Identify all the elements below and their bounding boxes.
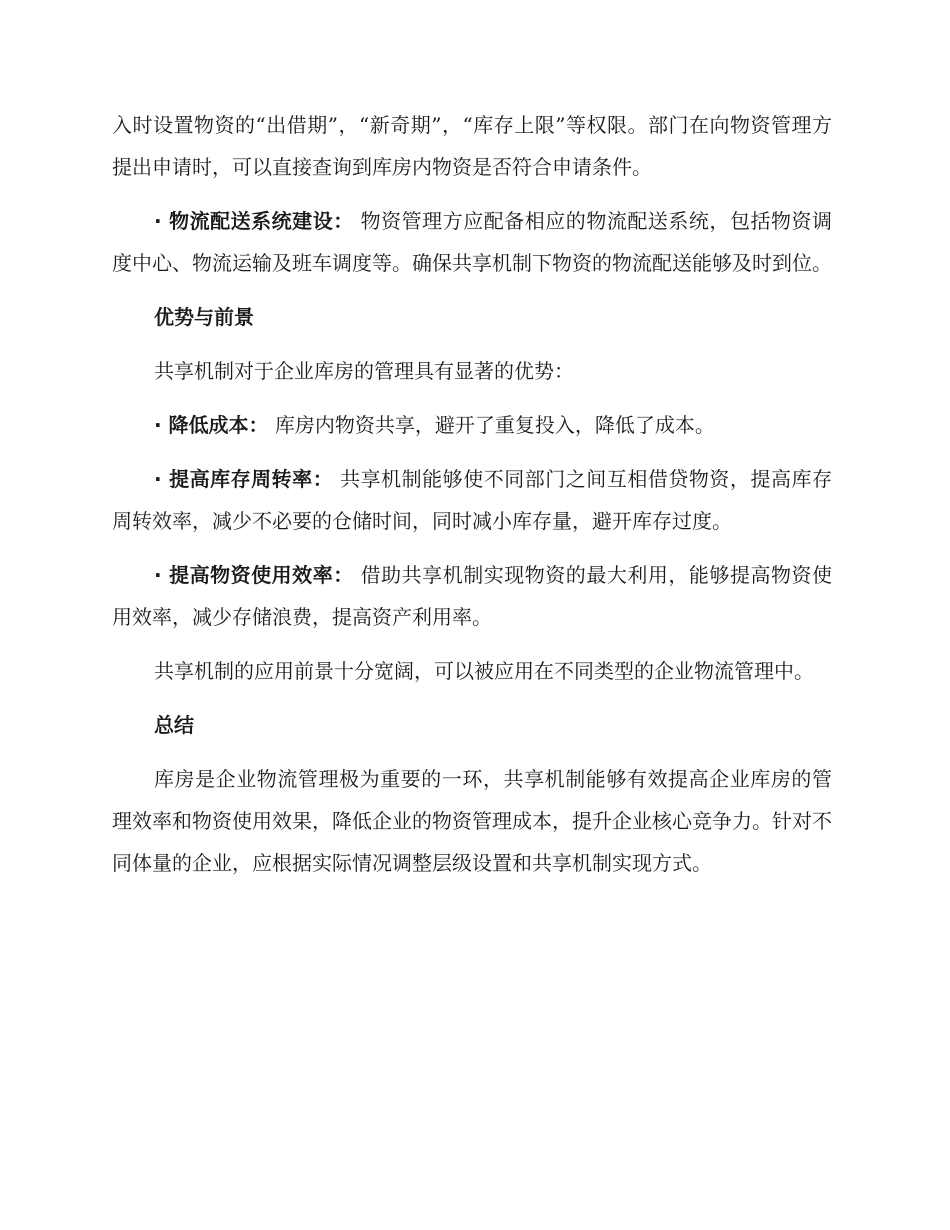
bullet-text: 借助共享机制实现物资的最大利用，能够提高物资使用效率，减少存储浪费，提高资产利用率。 [112,563,833,629]
bullet-reduce-cost [112,404,832,446]
paragraph-prospects: 共享机制的应用前景十分宽阔，可以被应用在不同类型的企业物流管理中。 [154,659,814,683]
bullet-term: · 降低成本： [154,413,269,437]
bullet-text: 物资管理方应配备相应的物流配送系统，包括物资调度中心、物流运输及班车调度等。确保共享机制下物资的物流配送能够及时到位。 [112,209,833,275]
section-heading-summary: 总结 [154,713,194,737]
bullet-term: · 提高库存周转率： [154,467,334,491]
bullet-inventory-turnover [112,458,832,542]
paragraph-continuation: 入时设置物资的“出借期”，“新奇期”，“库存上限”等权限。部门在向物资管理方提出申请时，可以直接查询到库房内物资是否符合申请条件。 [112,113,832,179]
paragraph-summary: 库房是企业物流管理极为重要的一环，共享机制能够有效提高企业库房的管理效率和物资使用效果，降低企业的物资管理成本，提升企业核心竞争力。针对不同体量的企业，应根据实际情况调整层级设置和共享机制实现方式。 [112,767,832,875]
bullet-term: · 提高物资使用效率： [154,563,354,587]
section-heading-advantages: 优势与前景 [154,305,254,329]
paragraph-advantages-intro: 共享机制对于企业库房的管理具有显著的优势： [154,359,574,383]
bullet-term: · 物流配送系统建设： [154,209,354,233]
bullet-usage-efficiency [112,554,832,638]
document-page [112,104,832,896]
bullet-text: 库房内物资共享，避开了重复投入，降低了成本。 [274,413,715,437]
bullet-text: 共享机制能够使不同部门之间互相借贷物资，提高库存周转效率，减少不必要的仓储时间，同时减小库存量，避开库存过度。 [112,467,832,533]
bullet-logistics-system [112,200,832,284]
